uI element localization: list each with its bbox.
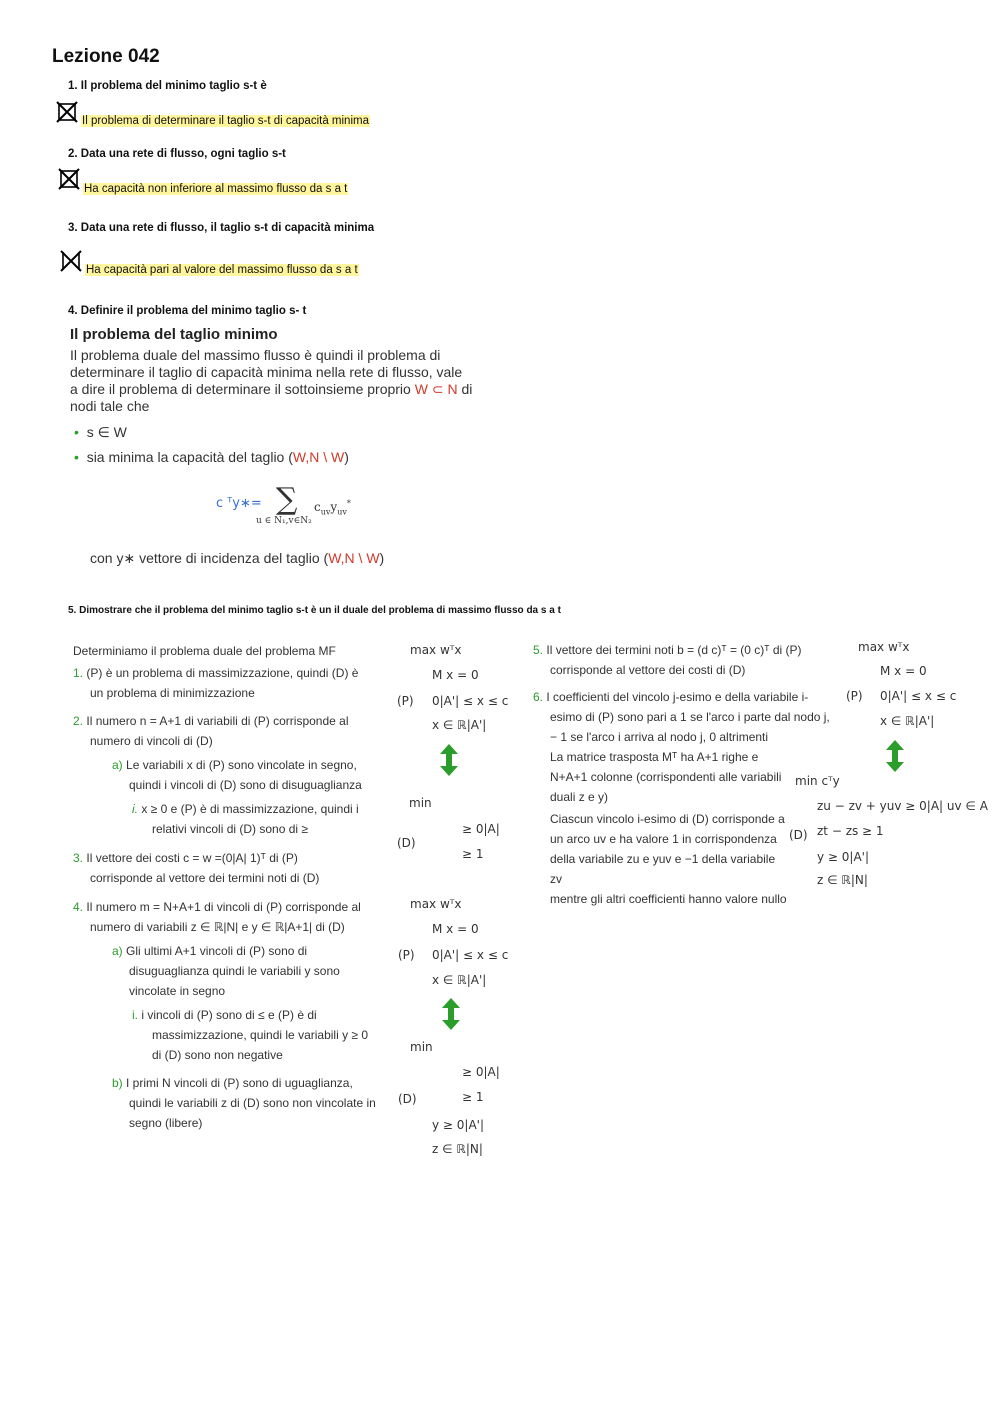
item-text: (P) è un problema di massimizzazione, quindi (D) è — [86, 666, 359, 680]
checked-box-icon[interactable] — [58, 168, 80, 190]
item-text: massimizzazione, quindi le variabili y ≥ 0 — [152, 1028, 369, 1042]
m3-c1: zu − zv + yuv ≥ 0|A| uv ∈ A — [817, 799, 988, 813]
bullet-dot: • — [74, 449, 79, 465]
item-text: Il vettore dei termini noti b = (d c)ᵀ = (0 c)ᵀ di (P) — [546, 643, 802, 657]
left-item-2 — [73, 711, 383, 751]
checked-box-icon[interactable] — [56, 101, 78, 123]
para-line: duali z e y) — [550, 790, 609, 804]
item-text: Le variabili x di (P) sono vincolate in segno, — [126, 758, 357, 772]
right-item-6 — [533, 687, 833, 747]
item-text: esimo di (P) sono pari a 1 se l'arco i parte dal nodo j, — [550, 710, 830, 724]
formula-lhs — [216, 496, 262, 511]
m2-c4: z ∈ ℝ|N| — [432, 1142, 483, 1156]
question-4: 4. Definire il problema del minimo taglio s- t — [68, 305, 307, 317]
answer-2: Ha capacità non inferiore al massimo flusso da s a t — [84, 183, 348, 195]
left-item-4b — [112, 1073, 382, 1133]
item-num: i. — [132, 1008, 138, 1022]
item-num: 6. — [533, 690, 544, 704]
m2-dom: x ∈ ℝ|A'| — [432, 973, 487, 987]
m3-dom: x ∈ ℝ|A'| — [880, 714, 935, 728]
m3-max: max wᵀx — [858, 640, 910, 654]
m2-c2: ≥ 1 — [462, 1090, 484, 1104]
left-item-4a — [112, 941, 382, 1001]
item-text: numero di variabili z ∈ ℝ|N| e y ∈ ℝ|A+1| di (D) — [90, 920, 345, 934]
question-2: 2. Data una rete di flusso, ogni taglio s-t — [68, 148, 286, 160]
formula-text: c ᵀy∗= — [216, 496, 262, 511]
cut-label: W,N \ W — [328, 550, 380, 566]
para-line: La matrice trasposta Mᵀ ha A+1 righe e — [550, 750, 759, 764]
item-text: x ≥ 0 e (P) è di massimizzazione, quindi i — [141, 802, 359, 816]
item-text: segno (libere) — [129, 1116, 203, 1130]
m2-bounds: 0|A'| ≤ x ≤ c — [432, 948, 509, 962]
question-3: 3. Data una rete di flusso, il taglio s-t di capacità minima — [68, 222, 375, 234]
m2-p: (P) — [398, 948, 415, 962]
answer-1: Il problema di determinare il taglio s-t di capacità minima — [82, 115, 369, 127]
bullet-2: • sia minima la capacità del taglio (W,N \ W) — [74, 449, 349, 465]
section-heading: Il problema del taglio minimo — [70, 326, 278, 343]
item-text: numero di vincoli di (D) — [90, 734, 213, 748]
item-text: relativi vincoli di (D) sono di ≥ — [152, 822, 308, 836]
m1-mx: M x = 0 — [432, 668, 479, 682]
m1-c2: ≥ 1 — [462, 847, 484, 861]
left-item-4 — [73, 897, 383, 937]
item-text: corrisponde al vettore dei termini noti di (D) — [90, 871, 320, 885]
para-text: di — [457, 381, 473, 397]
bullet-1 — [74, 424, 127, 441]
right-item-5 — [533, 640, 833, 680]
left-item-2ai — [132, 799, 382, 839]
item-num: b) — [112, 1076, 123, 1090]
para-text: a dire il problema di determinare il sottoinsieme proprio — [70, 381, 411, 397]
sum-subscript: u ∈ N₁,v∈N₂ — [256, 516, 312, 526]
m1-p: (P) — [397, 694, 414, 708]
item-num: 5. — [533, 643, 544, 657]
item-text: vincolate in segno — [129, 984, 226, 998]
item-text: quindi le variabili z di (D) sono non vincolate in — [129, 1096, 376, 1110]
para-line: mentre gli altri coefficienti hanno valore nullo — [550, 892, 787, 906]
cut-label: W,N \ W — [292, 449, 345, 465]
item-text: di (D) sono non negative — [152, 1048, 283, 1062]
sum-symbol: ∑ — [276, 482, 298, 517]
m3-min: min cᵀy — [795, 774, 840, 788]
m2-min: min — [410, 1040, 433, 1054]
incidence-note: con y∗ vettore di incidenza del taglio (W,N \ W) — [90, 550, 385, 566]
left-item-4ai — [132, 1005, 382, 1065]
m3-c4: z ∈ ℝ|N| — [817, 873, 868, 887]
item-text: Il numero m = N+A+1 di vincoli di (P) corrisponde al — [86, 900, 361, 914]
formula-text: c — [314, 500, 321, 514]
right-para-2 — [550, 809, 790, 909]
bullet-text: sia minima la capacità del taglio ( — [86, 449, 293, 465]
m2-max: max wᵀx — [410, 897, 462, 911]
m1-d: (D) — [397, 836, 416, 850]
m3-c3: y ≥ 0|A'| — [817, 850, 870, 864]
item-text: corrisponde al vettore dei costi di (D) — [550, 663, 746, 677]
double-arrow-icon — [442, 998, 460, 1030]
item-text: − 1 se l'arco i arriva al nodo j, 0 altrimenti — [550, 730, 769, 744]
m3-mx: M x = 0 — [880, 664, 927, 678]
m1-dom: x ∈ ℝ|A'| — [432, 718, 487, 732]
m2-c1: ≥ 0|A| — [462, 1065, 500, 1079]
para-line: Il problema duale del massimo flusso è quindi il problema di — [70, 347, 441, 363]
item-text: disuguaglianza quindi le variabili y sono — [129, 964, 340, 978]
item-num: a) — [112, 944, 123, 958]
m1-max: max wᵀx — [410, 643, 462, 657]
item-num: 2. — [73, 714, 84, 728]
m2-mx: M x = 0 — [432, 922, 479, 936]
item-num: 3. — [73, 851, 84, 865]
para-line: un arco uv e ha valore 1 in corrispondenza — [550, 832, 777, 846]
para-line: N+A+1 colonne (corrispondenti alle variabili — [550, 770, 782, 784]
para-line: della variabile zu e yuv e −1 della variabile zv — [550, 852, 776, 886]
question-1: 1. Il problema del minimo taglio s-t è — [68, 80, 267, 92]
m3-bounds: 0|A'| ≤ x ≤ c — [880, 689, 957, 703]
m3-d: (D) — [789, 828, 808, 842]
formula-rhs: $c_{uv}y_{uv}^*$ — [314, 499, 351, 517]
item-text: quindi i vincoli di (D) sono di disuguaglianza — [129, 778, 362, 792]
item-text: I primi N vincoli di (P) sono di uguaglianza, — [126, 1076, 353, 1090]
m1-bounds: 0|A'| ≤ x ≤ c — [432, 694, 509, 708]
bullet-text: s ∈ W — [86, 424, 127, 440]
left-item-3 — [73, 848, 383, 888]
note-text: con y∗ vettore di incidenza del taglio ( — [90, 550, 329, 566]
para-line: Ciascun vincolo i-esimo di (D) corrisponde a — [550, 812, 785, 826]
m1-min: min — [409, 796, 432, 810]
para-line: nodi tale che — [70, 398, 150, 414]
m1-c1: ≥ 0|A| — [462, 822, 500, 836]
left-intro: Determiniamo il problema duale del problema MF — [73, 644, 336, 658]
para-line — [70, 381, 510, 398]
page-title: Lezione 042 — [52, 46, 160, 67]
right-para-1 — [550, 747, 790, 807]
item-text: Gli ultimi A+1 vincoli di (P) sono di — [126, 944, 308, 958]
bullet-dot: • — [74, 424, 79, 440]
question-5: 5. Dimostrare che il problema del minimo taglio s-t è un il duale del problema di massimo flusso da s a t — [68, 605, 561, 616]
item-text: Il numero n = A+1 di variabili di (P) corrisponde al — [86, 714, 349, 728]
set-w-subset-n: W ⊂ N — [414, 381, 458, 397]
m2-d: (D) — [398, 1092, 417, 1106]
item-text: Il vettore dei costi c = w =(0|A| 1)ᵀ di (P) — [86, 851, 298, 865]
para-line: determinare il taglio di capacità minima nella rete di flusso, vale — [70, 364, 463, 380]
item-num: a) — [112, 758, 123, 772]
definition-paragraph — [70, 347, 510, 415]
double-arrow-icon — [440, 744, 458, 776]
item-text: i vincoli di (P) sono di ≤ e (P) è di — [141, 1008, 317, 1022]
item-num: 1. — [73, 666, 84, 680]
checked-box-icon[interactable] — [60, 250, 82, 272]
item-text: un problema di minimizzazione — [90, 686, 255, 700]
answer-3: Ha capacità pari al valore del massimo flusso da s a t — [86, 264, 358, 276]
item-num: i. — [132, 802, 138, 816]
m2-c3: y ≥ 0|A'| — [432, 1118, 485, 1132]
left-item-2a — [112, 755, 382, 795]
item-num: 4. — [73, 900, 84, 914]
item-text: I coefficienti del vincolo j-esimo e della variabile i- — [546, 690, 809, 704]
left-item-1 — [73, 663, 383, 703]
m3-c2: zt − zs ≥ 1 — [817, 824, 884, 838]
double-arrow-icon — [886, 740, 904, 772]
m3-p: (P) — [846, 689, 863, 703]
